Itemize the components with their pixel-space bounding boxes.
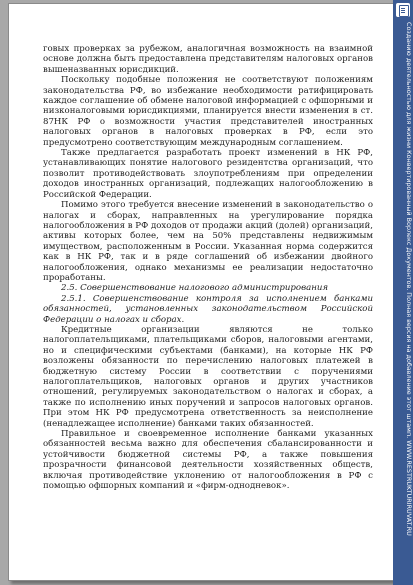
paragraph: Также предлагается разработать проект изменений в НК РФ, устанавливающих понятие налогового резидентства организаций, что позволит противодействовать злоупотреблениям при определении доходов иностранных организаций, подлежащих налогообложению в Российской Федерации.: [43, 148, 373, 200]
paragraph: говых проверках за рубежом, аналогичная возможность на взаимной основе должна быть предоставлена представителям налоговых органов вышеназванных юрисдикций.: [43, 44, 373, 75]
document-body: [43, 44, 373, 491]
paragraph: Помимо этого требуется внесение изменений в законодательство о налогах и сборах, направленных на урегулирование порядка налогообложения в РФ доходов от продажи акций (долей) организаций, активы которых более, чем на 50% представлены недвижимым имуществом, расположенным в России. Указанная норма содержится как в НК РФ, так и в ряде соглашений об избежании двойного налогообложения, однако механизмы ее реализации недостаточно проработаны.: [43, 200, 373, 283]
document-page: [8, 3, 395, 581]
paragraph: Кредитные организации являются не только налогоплательщиками, плательщиками сборов, налоговыми агентами, но и специфическими субъектами (банками), на которые НК РФ возложены обязанности по перечислению налоговых платежей в бюджетную систему России в соответствии с поручениями налогоплательщиков, налоговых органов и других участников отношений, регулируемых законодательством о налогах и сборах, а также по исполнению иных поручений и запросов налоговых органов. При этом НК РФ предусмотрена ответственность за неисполнение (ненадлежащее исполнение) банками таких обязанностей.: [43, 324, 373, 429]
paragraph: Поскольку подобные положения не соответствуют положениям законодательства РФ, во избежание необходимости ратифицировать каждое соглашение об обмене налоговой информацией с офшорными и низконалоговыми юрисдикциями, планируется внести изменения в ст. 87НК РФ о возможности участия представителей иностранных налоговых органов в налоговых проверках в РФ, если это предусмотрено соответствующим международным соглашением.: [43, 75, 373, 148]
paragraph: Правильное и своевременное исполнение банками указанных обязанностей весьма важно для обеспечения сбалансированности и устойчивости бюджетной системы РФ, а также повышения прозрачности финансовой деятельности хозяйственных обществ, включая противодействие уклонению от налогообложения в РФ с помощью офшорных компаний и «фирм-однодневок».: [43, 429, 373, 492]
section-heading: 2.5. Совершенствование налогового администрирования: [61, 283, 329, 294]
watermark-text: Созданию деятельностью для жизни Конвертированный Ворлекс Документов. Полная версия на добавление этот штамп. WWW.RESTRUKTURIRUVAT.RU: [405, 22, 413, 536]
section-heading: 2.5.1. Совершенствование контроля за исполнением банками обязанностей, установленных законодательством Российской Федерации о налогах и сборах.: [43, 293, 373, 325]
watermark-sidebar: [393, 0, 413, 585]
document-logo-icon: [396, 3, 410, 17]
